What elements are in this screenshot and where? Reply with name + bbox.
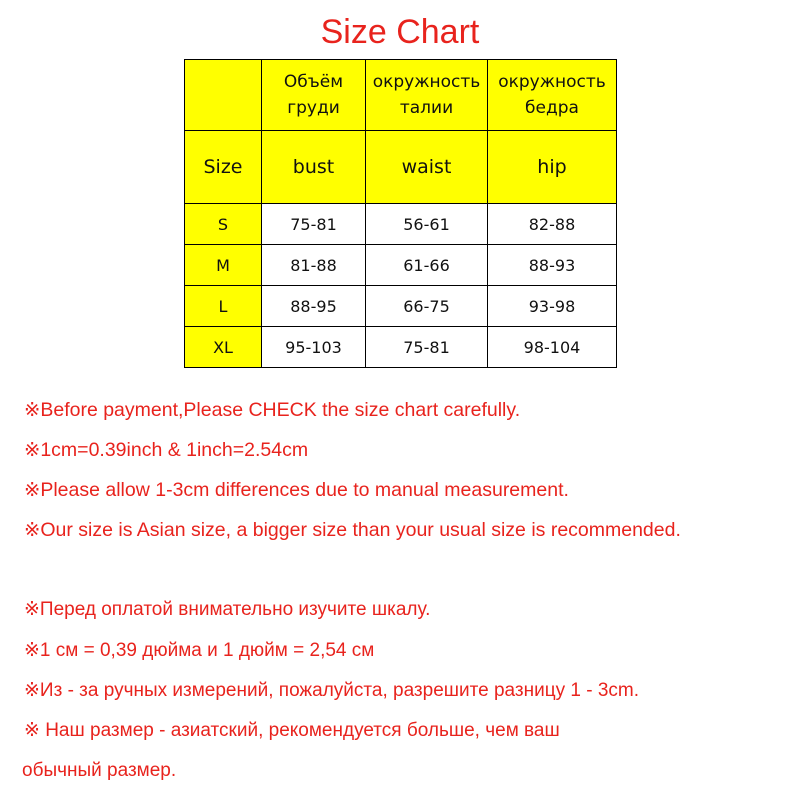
note-unit-conversion: ※1cm=0.39inch & 1inch=2.54cm bbox=[24, 439, 309, 461]
note-ru-unit-conversion: ※1 см = 0,39 дюйма и 1 дюйм = 2,54 см bbox=[24, 640, 375, 661]
note-ru-asian-size: ※ Наш размер - азиатский, рекомендуется больше, чем ваш bbox=[24, 720, 560, 741]
header-cell-bust: bust bbox=[262, 131, 366, 204]
table-header-row-ru bbox=[185, 60, 617, 131]
table-row bbox=[185, 204, 617, 245]
waist-cell: 66-75 bbox=[366, 286, 488, 327]
size-chart-table bbox=[184, 59, 617, 368]
hip-cell: 93-98 bbox=[488, 286, 617, 327]
note-asian-size: ※Our size is Asian size, a bigger size than your usual size is recommended. bbox=[24, 519, 681, 541]
note-ru-measurement-difference: ※Из - за ручных измерений, пожалуйста, разрешите разницу 1 - 3cm. bbox=[24, 680, 639, 701]
waist-cell: 56-61 bbox=[366, 204, 488, 245]
bust-cell: 88-95 bbox=[262, 286, 366, 327]
size-cell: L bbox=[185, 286, 262, 327]
hip-cell: 88-93 bbox=[488, 245, 617, 286]
size-cell: XL bbox=[185, 327, 262, 368]
hip-cell: 98-104 bbox=[488, 327, 617, 368]
note-measurement-difference: ※Please allow 1-3cm differences due to manual measurement. bbox=[24, 479, 569, 501]
note-ru-check-chart: ※Перед оплатой внимательно изучите шкалу. bbox=[24, 599, 431, 620]
header-cell-size: Size bbox=[185, 131, 262, 204]
table-row bbox=[185, 245, 617, 286]
header-cell-empty bbox=[185, 60, 262, 131]
note-ru-asian-size-continued: обычный размер. bbox=[22, 760, 177, 781]
header-cell-hip: hip bbox=[488, 131, 617, 204]
size-cell: S bbox=[185, 204, 262, 245]
size-cell: M bbox=[185, 245, 262, 286]
hip-cell: 82-88 bbox=[488, 204, 617, 245]
bust-cell: 81-88 bbox=[262, 245, 366, 286]
table-header-row-en bbox=[185, 131, 617, 204]
bust-cell: 75-81 bbox=[262, 204, 366, 245]
note-check-chart: ※Before payment,Please CHECK the size chart carefully. bbox=[24, 399, 521, 421]
header-cell-waist-ru: окружность талии bbox=[366, 60, 488, 131]
header-cell-hip-ru: окружность бедра bbox=[488, 60, 617, 131]
table-row bbox=[185, 286, 617, 327]
bust-cell: 95-103 bbox=[262, 327, 366, 368]
table-row bbox=[185, 327, 617, 368]
header-cell-waist: waist bbox=[366, 131, 488, 204]
waist-cell: 75-81 bbox=[366, 327, 488, 368]
page-title: Size Chart bbox=[320, 13, 480, 51]
header-cell-bust-ru: Объём груди bbox=[262, 60, 366, 131]
waist-cell: 61-66 bbox=[366, 245, 488, 286]
